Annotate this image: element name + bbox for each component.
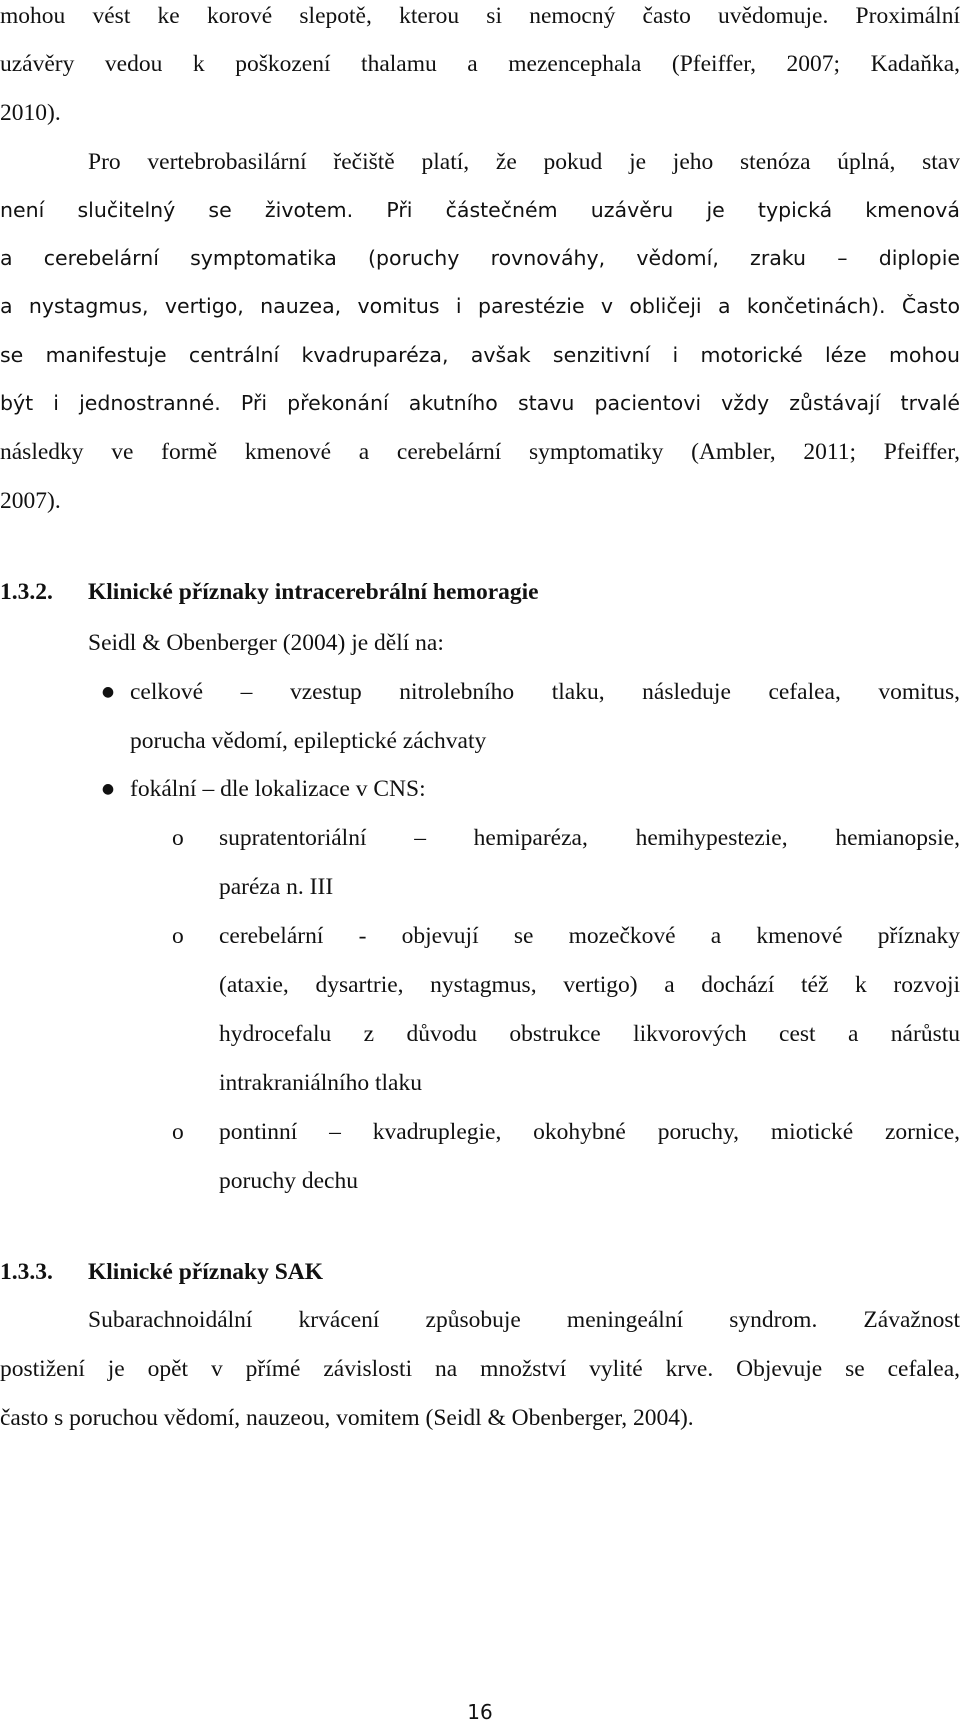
section-number: 1.3.2. — [0, 579, 53, 605]
section-title: Klinické příznaky SAK — [88, 1259, 324, 1285]
subitem-line: (ataxie, dysartrie, nystagmus, vertigo) a dochází též k rozvoji — [219, 972, 960, 998]
bullet-item-line: porucha vědomí, epileptické záchvaty — [130, 728, 487, 754]
section-intro: Seidl & Obenberger (2004) je dělí na: — [88, 630, 444, 656]
paragraph-line: 2010). — [0, 100, 61, 126]
paragraph-line: Pro vertebrobasilární řečiště platí, že pokud je jeho stenóza úplná, stav — [88, 149, 960, 175]
paragraph-line: mohou vést ke korové slepotě, kterou si nemocný často uvědomuje. Proximální — [0, 3, 960, 29]
bullet-item-line: fokální – dle lokalizace v CNS: — [130, 776, 426, 802]
paragraph-line: často s poruchou vědomí, nauzeou, vomitem (Seidl & Obenberger, 2004). — [0, 1405, 694, 1431]
subitem-line: cerebelární - objevují se mozečkové a kmenové příznaky — [219, 923, 960, 949]
subitem-line: supratentoriální – hemiparéza, hemihypestezie, hemianopsie, — [219, 825, 960, 851]
paragraph-line: a nystagmus, vertigo, nauzea, vomitus i parestézie v obličeji a končetinách). Často — [0, 294, 960, 318]
bullet-icon: ● — [101, 781, 115, 797]
subitem-marker: o — [172, 1119, 184, 1145]
section-number: 1.3.3. — [0, 1259, 53, 1285]
paragraph-line: následky ve formě kmenové a cerebelární symptomatiky (Ambler, 2011; Pfeiffer, — [0, 439, 960, 465]
paragraph-line: postižení je opět v přímé závislosti na množství vylité krve. Objevuje se cefalea, — [0, 1356, 960, 1382]
paragraph-line: být i jednostranné. Při překonání akutního stavu pacientovi vždy zůstávají trvalé — [0, 391, 960, 415]
page-number: 16 — [467, 1700, 493, 1724]
paragraph-line: Subarachnoidální krvácení způsobuje meningeální syndrom. Závažnost — [88, 1307, 960, 1333]
subitem-line: paréza n. III — [219, 874, 334, 900]
subitem-line: poruchy dechu — [219, 1168, 358, 1194]
paragraph-line: 2007). — [0, 488, 61, 514]
paragraph-line: se manifestuje centrální kvadruparéza, avšak senzitivní i motorické léze mohou — [0, 343, 960, 367]
subitem-line: hydrocefalu z důvodu obstrukce likvorových cest a nárůstu — [219, 1021, 960, 1047]
subitem-marker: o — [172, 923, 184, 949]
paragraph-line: a cerebelární symptomatika (poruchy rovnováhy, vědomí, zraku – diplopie — [0, 246, 960, 270]
paragraph-line: uzávěry vedou k poškození thalamu a mezencephala (Pfeiffer, 2007; Kadaňka, — [0, 51, 960, 77]
bullet-icon: ● — [101, 684, 115, 700]
subitem-line: pontinní – kvadruplegie, okohybné poruchy, miotické zornice, — [219, 1119, 960, 1145]
subitem-line: intrakraniálního tlaku — [219, 1070, 422, 1096]
bullet-item-line: celkové – vzestup nitrolebního tlaku, následuje cefalea, vomitus, — [130, 679, 960, 705]
paragraph-line: není slučitelný se životem. Při částečném uzávěru je typická kmenová — [0, 198, 960, 222]
section-title: Klinické příznaky intracerebrální hemoragie — [88, 579, 539, 605]
subitem-marker: o — [172, 825, 184, 851]
